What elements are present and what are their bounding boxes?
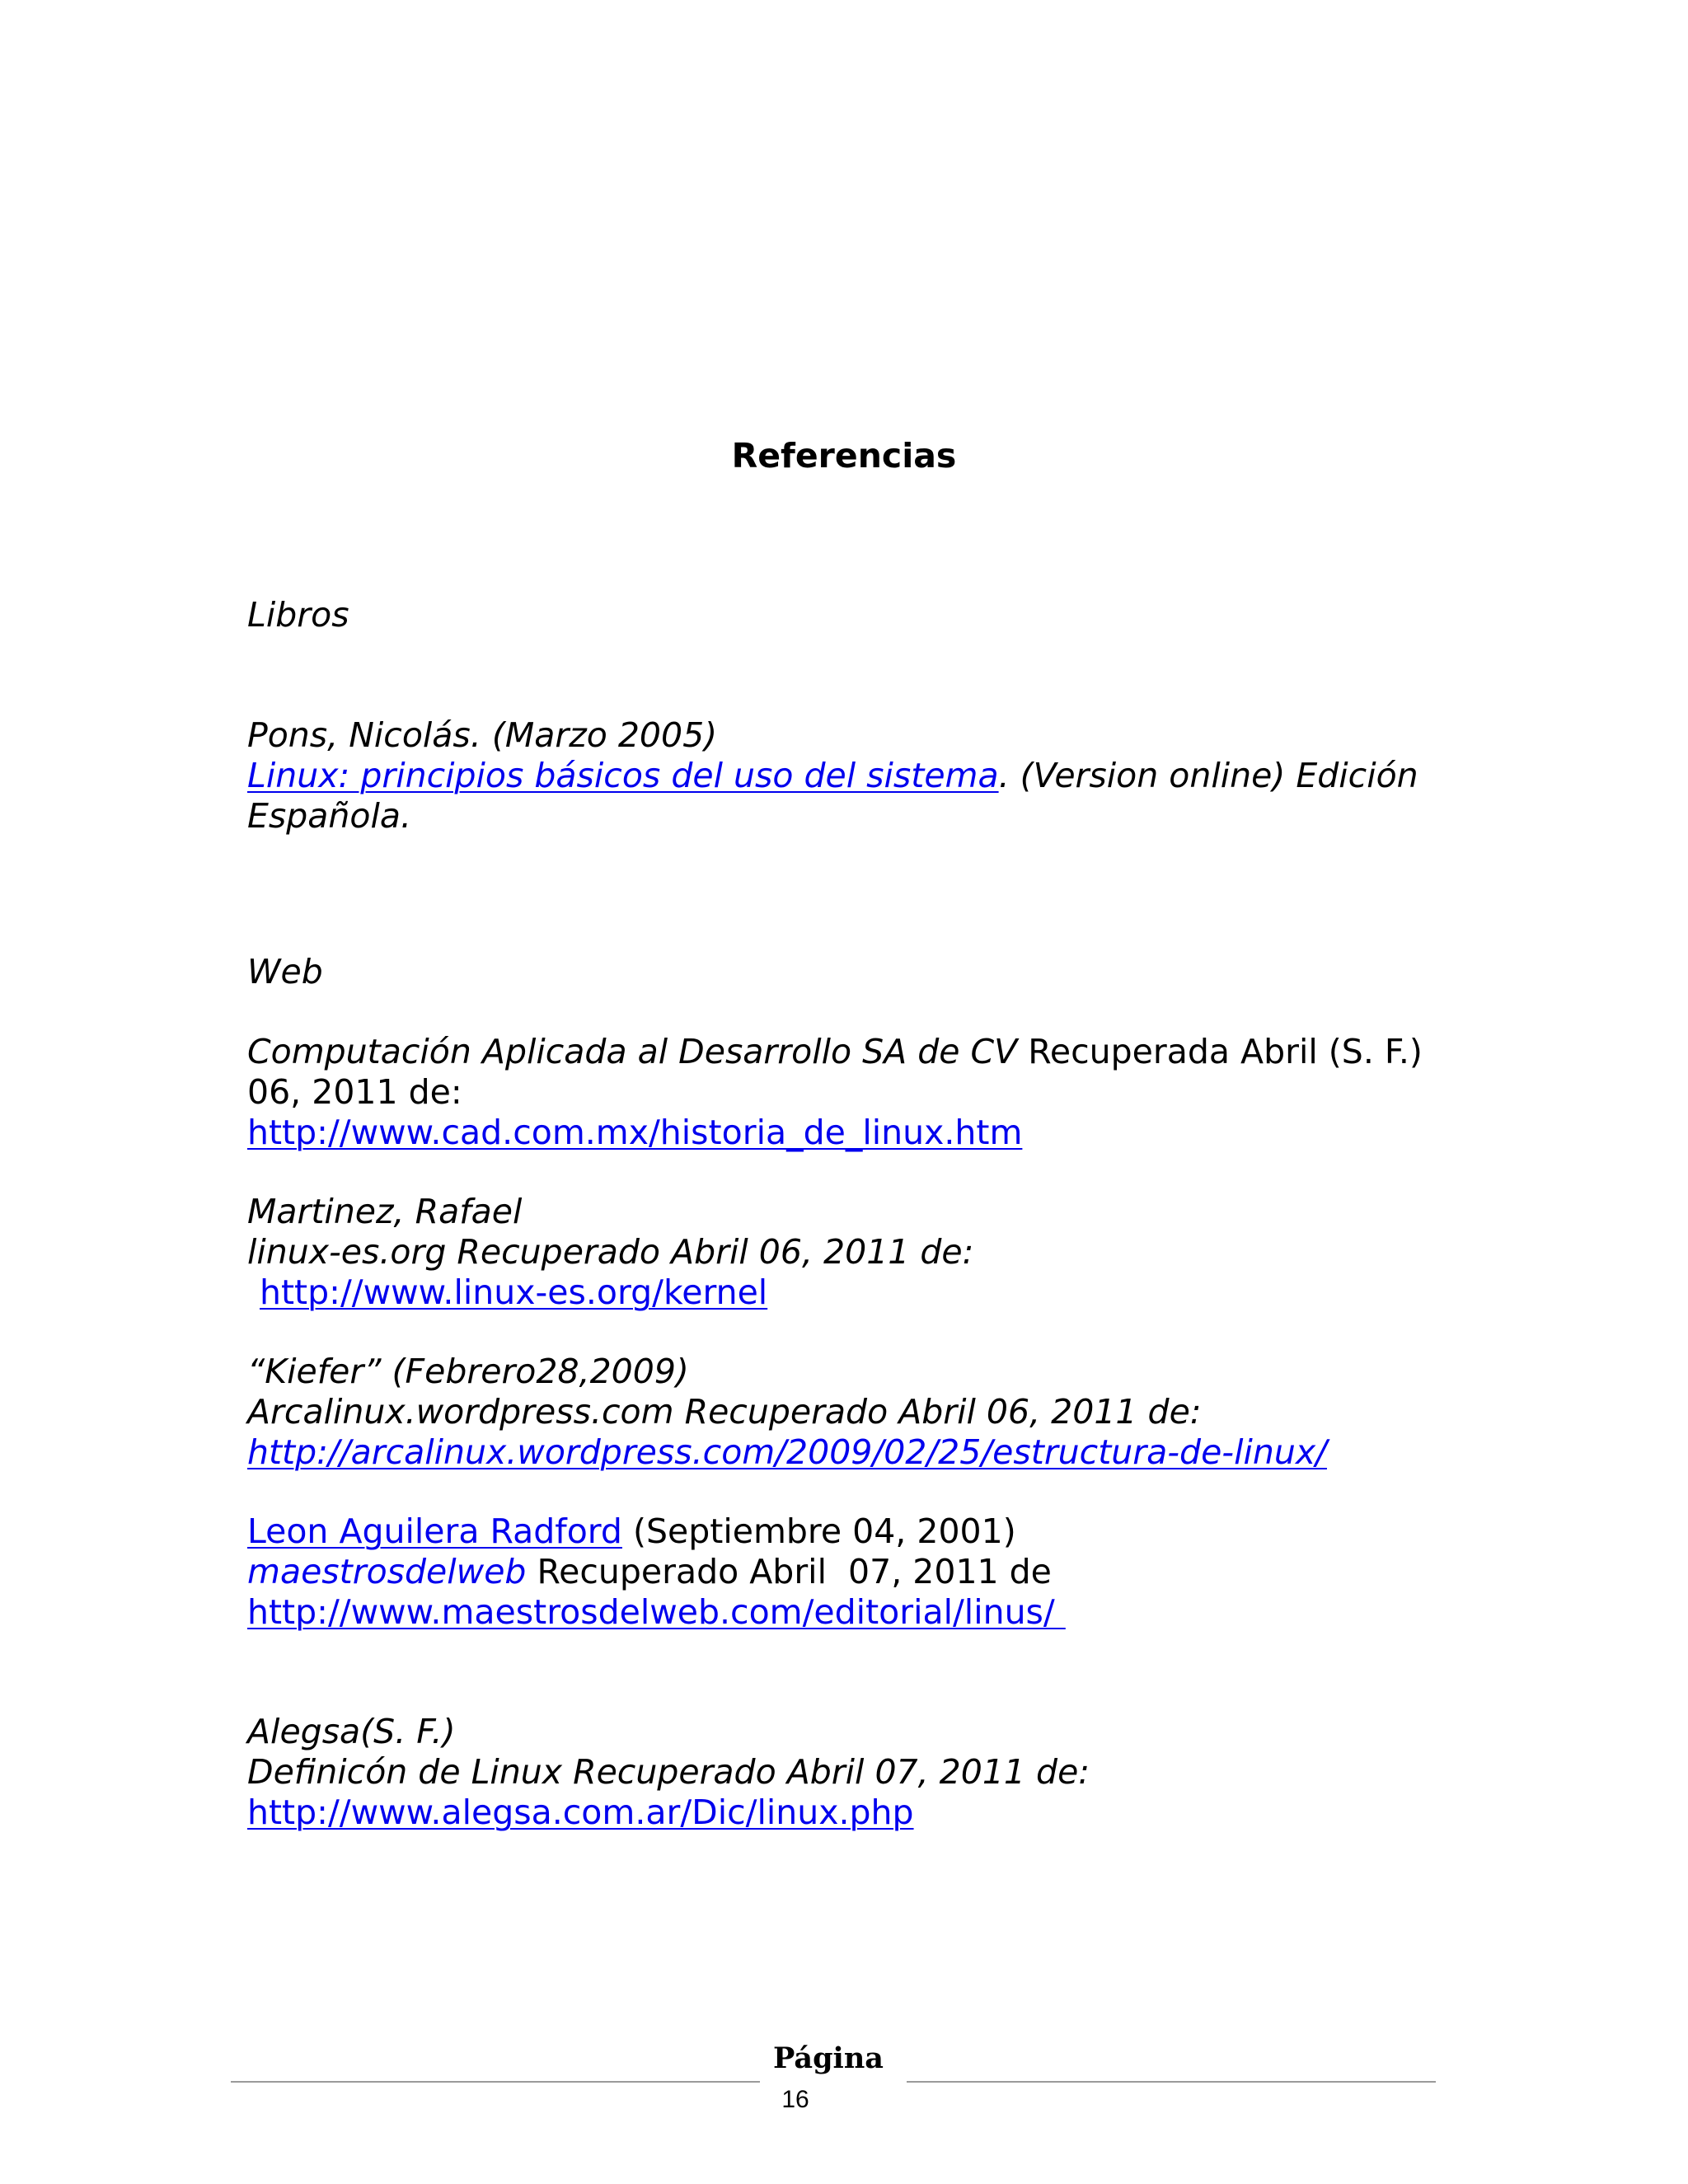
web-entry-retrieved: Recuperada Abril (S. F.) <box>1017 1032 1423 1071</box>
web-entry-cad <box>247 1032 1442 1153</box>
url-link-arcalinux[interactable]: http://arcalinux.wordpress.com/2009/02/25/estructura-de-linux/ <box>247 1432 1327 1472</box>
web-entry-author: “Kiefer” (Febrero28,2009) <box>247 1352 689 1391</box>
web-entry-title-line <box>247 1032 1442 1072</box>
web-entry-title: Computación Aplicada al Desarrollo SA de CV <box>247 1032 1018 1071</box>
web-entry-alegsa <box>247 1712 1442 1833</box>
web-entry-source-line <box>247 1552 1442 1592</box>
footer-page-label: Página <box>773 2041 884 2075</box>
web-entry-date: 06, 2011 de: <box>247 1072 462 1112</box>
book-title-line <box>247 756 1442 796</box>
web-entry-source: linux-es.org Recuperado Abril 06, 2011 de: <box>247 1232 974 1272</box>
url-link-alegsa[interactable]: http://www.alegsa.com.ar/Dic/linux.php <box>247 1793 914 1832</box>
book-edition-text: . (Version online) Edición <box>998 756 1418 795</box>
book-entry-pons <box>247 715 1442 837</box>
footer-rule-right <box>907 2081 1436 2083</box>
book-author: Pons, Nicolás. (Marzo 2005) <box>247 715 718 755</box>
web-entry-author-line <box>247 1511 1442 1552</box>
web-entry-author: Alegsa(S. F.) <box>247 1712 456 1751</box>
web-entry-arcalinux <box>247 1352 1442 1473</box>
web-entry-date: (Septiembre 04, 2001) <box>621 1511 1016 1551</box>
web-entry-maestrosdelweb <box>247 1511 1442 1633</box>
book-edition-line2: Española. <box>247 796 412 836</box>
web-entry-author: Martinez, Rafael <box>247 1192 523 1231</box>
web-heading: Web <box>247 952 323 991</box>
web-entry-retrieved: Recuperado Abril 07, 2011 de <box>526 1552 1052 1591</box>
url-link-linux-es[interactable]: http://www.linux-es.org/kernel <box>260 1272 768 1312</box>
footer-page-number: 16 <box>781 2086 809 2113</box>
books-heading: Libros <box>247 595 349 635</box>
web-entry-linux-es <box>247 1192 1442 1313</box>
book-title-link[interactable]: Linux: principios básicos del uso del sistema <box>247 756 999 795</box>
web-entry-source-name: maestrosdelweb <box>247 1552 527 1591</box>
footer-rule-left <box>231 2081 760 2083</box>
page-title: Referencias <box>731 436 957 476</box>
web-entry-source: Arcalinux.wordpress.com Recuperado Abril 06, 2011 de: <box>247 1392 1202 1432</box>
web-entry-source: Definicón de Linux Recuperado Abril 07, 2011 de: <box>247 1752 1090 1792</box>
url-link-cad[interactable]: http://www.cad.com.mx/historia_de_linux.htm <box>247 1113 1023 1152</box>
url-link-maestrosdelweb[interactable]: http://www.maestrosdelweb.com/editorial/linus/ <box>247 1592 1066 1632</box>
author-link-leon-aguilera[interactable]: Leon Aguilera Radford <box>247 1511 622 1551</box>
